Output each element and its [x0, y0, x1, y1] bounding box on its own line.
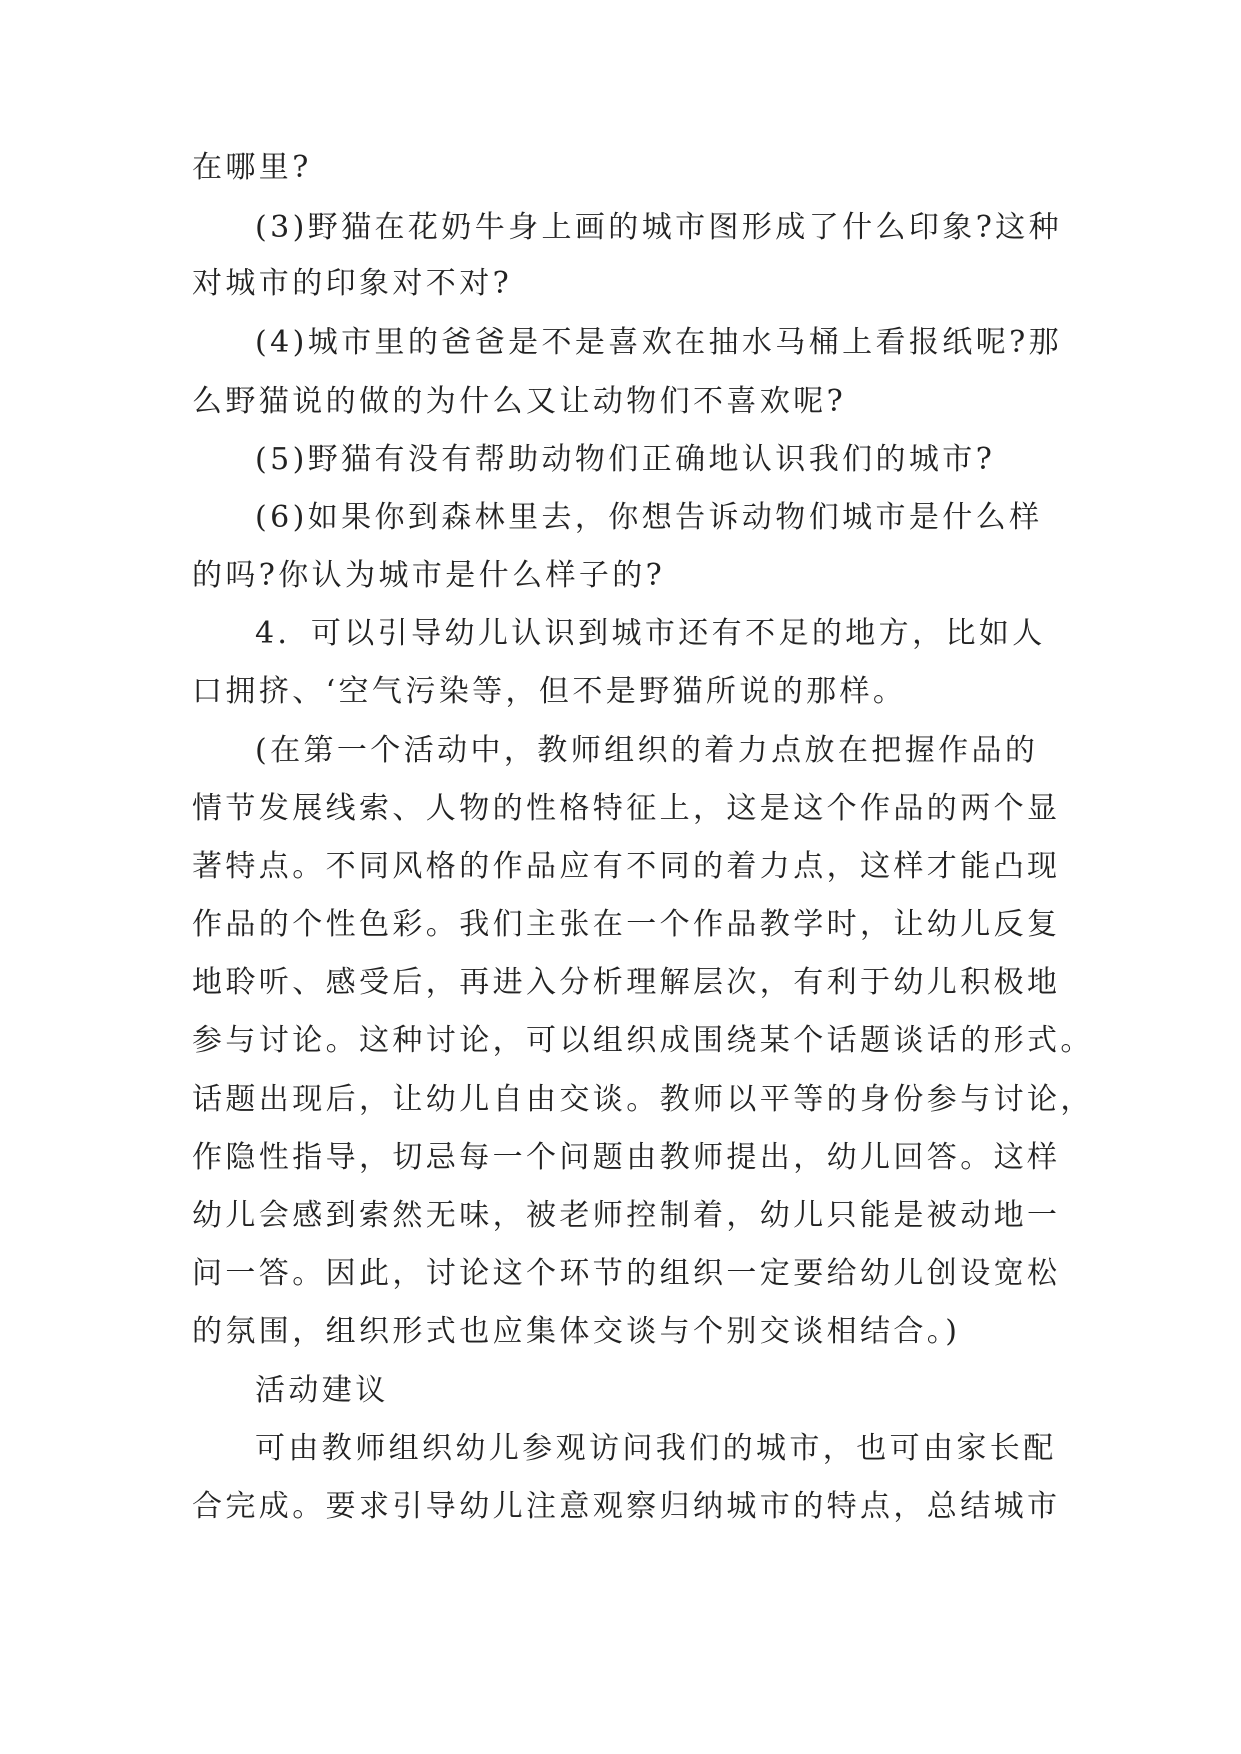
text-line: (在第一个活动中，教师组织的着力点放在把握作品的 [255, 733, 1039, 768]
text-line: (3)野猫在花奶牛身上画的城市图形成了什么印象?这种 [255, 210, 1062, 245]
text-line: 的吗?你认为城市是什么样子的? [192, 558, 666, 593]
text-line: 幼儿会感到索然无味，被老师控制着，幼儿只能是被动地一 [192, 1198, 1061, 1233]
text-line: 么野猫说的做的为什么又让动物们不喜欢呢? [192, 384, 847, 419]
text-line: 口拥挤、‘空气污染等，但不是野猫所说的那样。 [192, 674, 907, 709]
text-line: 可由教师组织幼儿参观访问我们的城市，也可由家长配 [255, 1431, 1057, 1466]
text-line: 对城市的印象对不对? [192, 266, 513, 301]
text-line: (4)城市里的爸爸是不是喜欢在抽水马桶上看报纸呢?那 [255, 325, 1062, 360]
text-line: 情节发展线索、人物的性格特征上，这是这个作品的两个显 [192, 791, 1061, 826]
text-line: 作品的个性色彩。我们主张在一个作品教学时，让幼儿反复 [192, 907, 1061, 942]
section-heading: 活动建议 [255, 1373, 389, 1408]
text-line: (6)如果你到森林里去，你想告诉动物们城市是什么样 [255, 500, 1043, 535]
text-line: 地聆听、感受后，再进入分析理解层次，有利于幼儿积极地 [192, 965, 1061, 1000]
text-line: 著特点。不同风格的作品应有不同的着力点，这样才能凸现 [192, 849, 1061, 884]
text-line: 问一答。因此，讨论这个环节的组织一定要给幼儿创设宽松 [192, 1256, 1061, 1291]
text-line: 的氛围，组织形式也应集体交谈与个别交谈相结合。) [192, 1314, 961, 1349]
text-line: 合完成。要求引导幼儿注意观察归纳城市的特点，总结城市 [192, 1489, 1061, 1524]
text-line: (5)野猫有没有帮助动物们正确地认识我们的城市? [255, 442, 996, 477]
text-line: 参与讨论。这种讨论，可以组织成围绕某个话题谈话的形式。 [192, 1023, 1094, 1058]
text-line: 在哪里? [192, 150, 312, 185]
text-line: 4．可以引导幼儿认识到城市还有不足的地方，比如人 [255, 616, 1046, 651]
text-line: 作隐性指导，切忌每一个问题由教师提出，幼儿回答。这样 [192, 1140, 1061, 1175]
text-line: 话题出现后，让幼儿自由交谈。教师以平等的身份参与讨论， [192, 1082, 1094, 1117]
